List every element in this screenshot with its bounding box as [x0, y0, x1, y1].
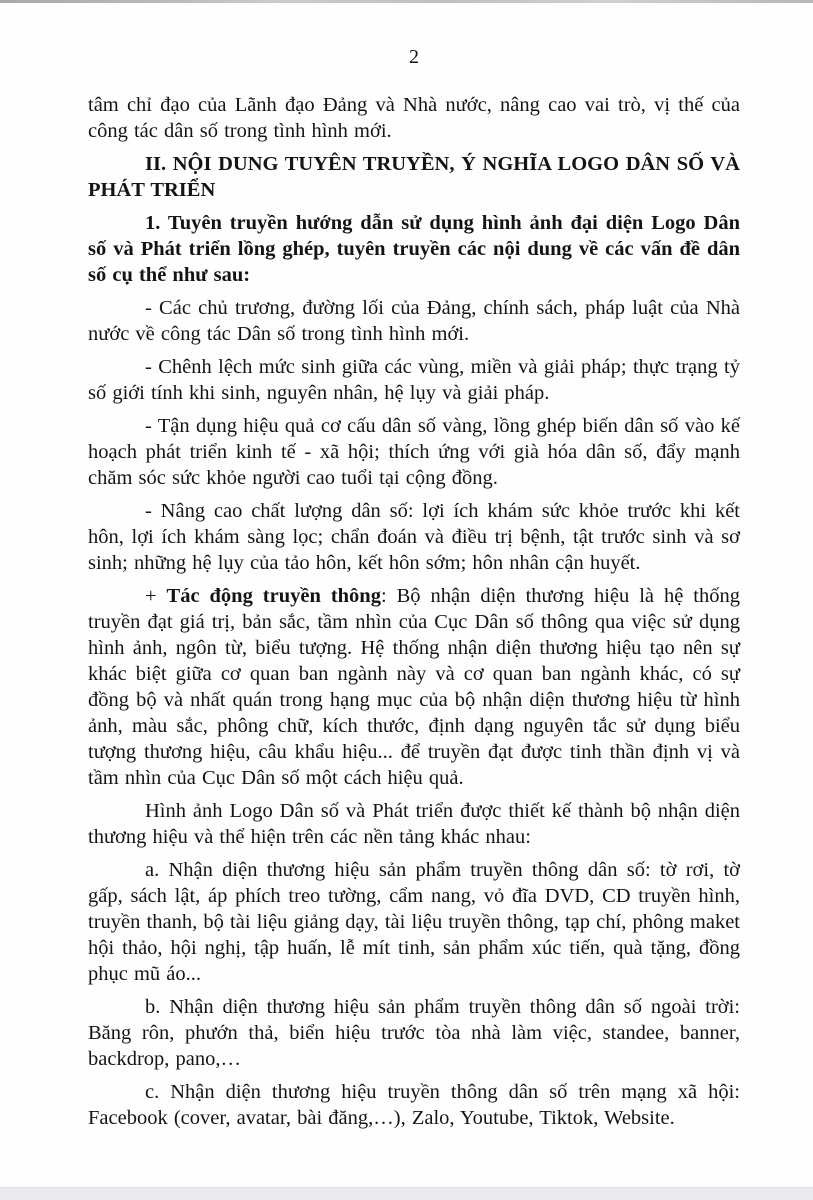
media-impact-prefix: +	[145, 585, 167, 607]
platform-item-a: a. Nhận diện thương hiệu sản phẩm truyền thông dân số: tờ rơi, tờ gấp, sách lật, áp phích treo tường, cẩm nang, vỏ đĩa DVD, CD truyền hình, truyền thanh, bộ tài liệu giảng dạy, tài liệu truyền thông, tạp chí, phông maket hội thảo, hội nghị, tập huấn, lễ mít tinh, sản phẩm xúc tiến, quà tặng, đồng phục mũ áo...	[88, 859, 740, 985]
paragraph-item-1: 1. Tuyên truyền hướng dẫn sử dụng hình ảnh đại diện Logo Dân số và Phát triển lồng ghép, tuyên truyền các nội dung về các vấn đề dân số cụ thể như sau:	[88, 212, 740, 286]
page-content	[88, 44, 740, 1138]
bullet-golden-population: - Tận dụng hiệu quả cơ cấu dân số vàng, lồng ghép biến dân số vào kế hoạch phát triển kinh tế - xã hội; thích ứng với già hóa dân số, đẩy mạnh chăm sóc sức khỏe người cao tuổi tại cộng đồng.	[88, 415, 740, 489]
paragraph-media-impact	[88, 583, 740, 791]
paragraph-logo-intro: Hình ảnh Logo Dân số và Phát triển được thiết kế thành bộ nhận diện thương hiệu và thể hiện trên các nền tảng khác nhau:	[88, 800, 740, 848]
platform-item-c: c. Nhận diện thương hiệu truyền thông dân số trên mạng xã hội: Facebook (cover, avatar, bài đăng,…), Zalo, Youtube, Tiktok, Website.	[88, 1081, 740, 1129]
page-number: 2	[409, 46, 419, 68]
bullet-population-quality: - Nâng cao chất lượng dân số: lợi ích khám sức khỏe trước khi kết hôn, lợi ích khám sàng lọc; chẩn đoán và điều trị bệnh, tật trước sinh và sơ sinh; những hệ lụy của tảo hôn, kết hôn sớm; hôn nhân cận huyết.	[88, 500, 740, 574]
media-impact-label: Tác động truyền thông	[166, 585, 381, 607]
section-heading: II. NỘI DUNG TUYÊN TRUYỀN, Ý NGHĨA LOGO DÂN SỐ VÀ PHÁT TRIỂN	[88, 153, 740, 201]
scan-edge-top	[0, 0, 813, 3]
scan-edge-bottom	[0, 1187, 813, 1200]
bullet-birth-rate: - Chênh lệch mức sinh giữa các vùng, miền và giải pháp; thực trạng tỷ số giới tính khi sinh, nguyên nhân, hệ lụy và giải pháp.	[88, 356, 740, 404]
paragraph-continuation: tâm chỉ đạo của Lãnh đạo Đảng và Nhà nước, nâng cao vai trò, vị thế của công tác dân số trong tình hình mới.	[88, 94, 740, 142]
media-impact-body: : Bộ nhận diện thương hiệu là hệ thống truyền đạt giá trị, bản sắc, tầm nhìn của Cục Dân số thông qua việc sử dụng hình ảnh, ngôn từ, biểu tượng. Hệ thống nhận diện thương hiệu tạo nên sự khác biệt giữa cơ quan ban ngành này và cơ quan ban ngành khác, có sự đồng bộ và nhất quán trong hạng mục của bộ nhận diện thương hiệu từ hình ảnh, màu sắc, phông chữ, kích thước, định dạng nguyên tắc sử dụng biểu tượng thương hiệu, câu khẩu hiệu... để truyền đạt được tinh thần định vị và tầm nhìn của Cục Dân số một cách hiệu quả.	[88, 585, 741, 789]
bullet-policy: - Các chủ trương, đường lối của Đảng, chính sách, pháp luật của Nhà nước về công tác Dân số trong tình hình mới.	[88, 297, 740, 345]
platform-item-b: b. Nhận diện thương hiệu sản phẩm truyền thông dân số ngoài trời: Băng rôn, phướn thả, biển hiệu trước tòa nhà làm việc, standee, banner, backdrop, pano,…	[88, 996, 740, 1070]
